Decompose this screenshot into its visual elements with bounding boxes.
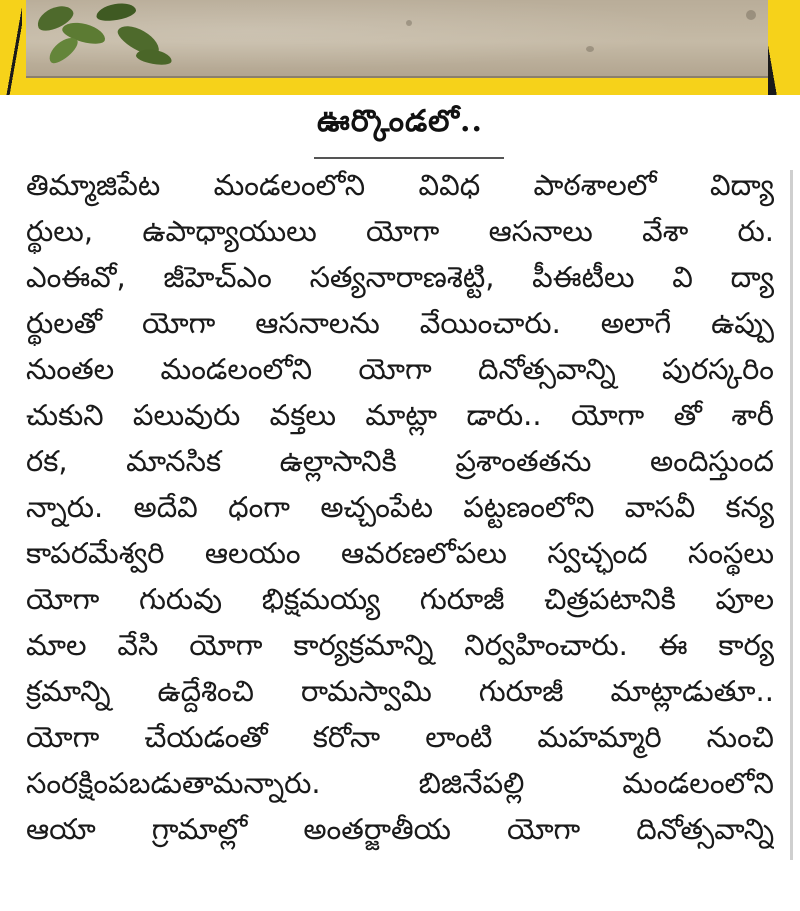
article-line: మాల వేసి యోగా కార్యక్రమాన్ని నిర్వహించారు. ఈ కార్య bbox=[26, 628, 774, 662]
article-line: ఆయా గ్రామాల్లో అంతర్జాతీయ యోగా దినోత్సవాన్ని bbox=[26, 812, 774, 846]
section-subheading: ఊర్కొండలో.. bbox=[317, 104, 483, 139]
article-line: ర్థులతో యోగా ఆసనాలను వేయించారు. అలాగే ఉప్పు bbox=[26, 306, 774, 340]
subheading-rule bbox=[314, 157, 504, 159]
article-line: ర్థులు, ఉపాధ్యాయులు యోగా ఆసనాలు వేశా రు. bbox=[26, 214, 774, 248]
article-line: చుకుని పలువురు వక్తలు మాట్లా డారు.. యోగా తో శారీ bbox=[26, 398, 774, 432]
ground-speck bbox=[406, 20, 412, 26]
article-line: రక, మానసిక ఉల్లాసానికి ప్రశాంతతను అందిస్తుంద bbox=[26, 444, 774, 478]
article-line: తిమ్మాజిపేట మండలంలోని వివిధ పాఠశాలలో విద్యా bbox=[26, 168, 774, 202]
ground-speck bbox=[586, 46, 594, 52]
article-line: క్రమాన్ని ఉద్దేశించి రామస్వామి గురూజీ మాట్లాడుతూ.. bbox=[26, 674, 774, 708]
adjacent-column-edge bbox=[786, 170, 800, 890]
article-line: నుంతల మండలంలోని యోగా దినోత్సవాన్ని పురస్కరిం bbox=[26, 352, 774, 386]
article-line: సంరక్షింపబడుతామన్నారు. బిజినేపల్లి మండలంలోని bbox=[26, 766, 774, 800]
plant-leaf bbox=[45, 33, 81, 67]
article-line: న్నారు. అదేవి ధంగా అచ్చంపేట పట్టణంలోని వాసవీ కన్య bbox=[26, 490, 774, 524]
plant-leaf bbox=[95, 1, 137, 24]
article-photo bbox=[26, 0, 768, 78]
article-line: యోగా చేయడంతో కరోనా లాంటి మహమ్మారి నుంచి bbox=[26, 720, 774, 754]
article-line: యోగా గురువు భిక్షమయ్య గురూజీ చిత్రపటానికి పూల bbox=[26, 582, 774, 616]
ground-speck bbox=[746, 10, 756, 20]
article-line: కాపరమేశ్వరి ఆలయం ఆవరణలోపలు స్వచ్ఛంద సంస్థలు bbox=[26, 536, 774, 570]
article-line: ఎంఈవో, జీహెచ్ఎం సత్యనారాణశెట్టి, పీఈటీలు వి ద్యా bbox=[26, 260, 774, 294]
photo-frame-edge bbox=[768, 0, 800, 95]
article-body bbox=[26, 162, 774, 852]
plant-leaf bbox=[135, 47, 173, 67]
